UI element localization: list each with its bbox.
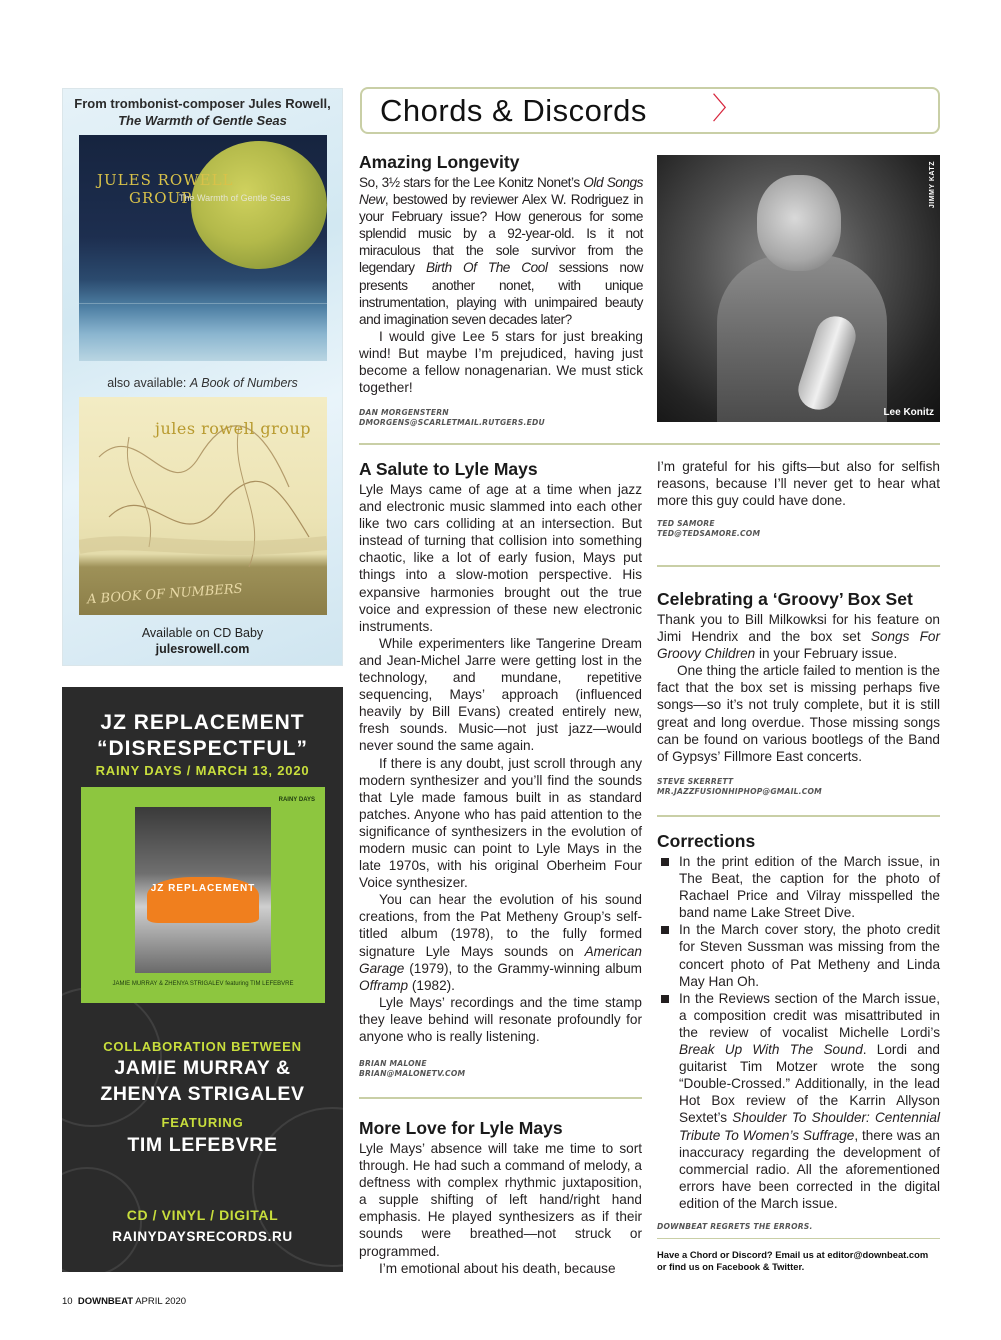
correction-item: In the Reviews section of the March issue, a composition credit was misattributed in the review of vocalist Michelle Lordi’s Break Up With The Sound. Lordi and guitarist Tim Motzer wrote the song “Double-Crossed.” Additionally, in the lead Hot Box review of the Karrin Allyson Sextet’s Shoulder To Shoulder: Centennial Tribute To Women’s Suffrage, there was an inaccuracy regarding the development of commercial radio. All the aforementioned errors have been corrected in the digital edition of the March issue. <box>657 990 940 1212</box>
letter-body: Lyle Mays came of age at a time when jazz and electronic music slammed into each other like two cars colliding at an intersection. But instead of turning that collision into something chaotic, like a lot of early fusion, Mays put things into a slow-motion perspective. His expansive harmonies brought out the true voice and expression of these new electronic instruments. While experimenters like Tangerine Dream and Jean-Michel Jarre were getting lost in the technology, and mundane, repetitive sequencing, Mays’ approach (influenced heavily by Bill Evans) created entirely new, fresh sounds. Music—not just jazz—would never sound the same again. If there is any doubt, just scroll through any modern synthesizer and you’ll find the sounds that Lyle made famous built in as standard patches. Anyone who has paid attention to the significance of synthesizers in the evolution of modern music can point to Lyle Mays in the late 1970s, with his original Oberheim Four Voice synthesizer. You can hear the evolution of his sound creations, from the Pat Metheny Group’s self-titled album (1978), to the fully formed signature Lyle Mays sounds on American Garage (1979), to the Grammy-winning album Offramp (1982). Lyle Mays’ recordings and the time stamp they leave behind will resonate profoundly for anyone who is really listening. <box>359 482 642 1044</box>
letter-amazing-longevity <box>359 152 643 428</box>
issue-date: APRIL 2020 <box>135 1296 187 1307</box>
cover-subtitle: The Warmth of Gentle Seas <box>179 193 291 203</box>
corrections-headline: Corrections <box>657 831 756 851</box>
ad-artist-1: JAMIE MURRAY & <box>114 1057 291 1079</box>
letter-signature <box>657 519 940 539</box>
author-email[interactable]: MR.JAZZFUSIONHIPHOP@GMAIL.COM <box>657 786 822 796</box>
letter-signature <box>657 777 940 797</box>
ad-album-title: The Warmth of Gentle Seas <box>118 113 287 128</box>
bullet-square-icon <box>661 926 669 934</box>
letter-groovy-box-set <box>657 589 940 797</box>
ad-featuring-label: FEATURING <box>161 1115 244 1130</box>
divider <box>657 815 940 817</box>
horizon-line <box>79 303 327 304</box>
bullet-square-icon <box>661 858 669 866</box>
ad-jules-rowell <box>62 88 343 666</box>
author-name: BRIAN MALONE <box>359 1059 427 1069</box>
photo-lee-konitz <box>657 155 940 422</box>
letter-body-continued: I’m grateful for his gifts—but also for selfish reasons, because I’ll never get to hear what more this guy could have done. <box>657 459 940 509</box>
contact-line-1[interactable]: Have a Chord or Discord? Email us at editor@downbeat.com <box>657 1249 929 1260</box>
cover-band-group: GROUP <box>129 189 193 207</box>
letter-body: Lyle Mays’ absence will take me time to sort through. He had such a command of melody, a deftness with complex rhythmic juxtaposition, a supple shifting of left hand/right hand emphasis. He played synthesizers as if their sounds were breathed—not struck or programmed. I’m emotional about his death, because <box>359 1141 642 1276</box>
divider <box>359 443 940 445</box>
corrections-list <box>657 853 940 1212</box>
ad-artist: JZ REPLACEMENT <box>100 711 305 734</box>
ad-featured-artist: TIM LEFEBVRE <box>127 1134 278 1156</box>
ad-release: RAINY DAYS / MARCH 13, 2020 <box>95 763 310 778</box>
page-folio <box>62 1296 186 1307</box>
contact-line-2: or find us on Facebook & Twitter. <box>657 1261 805 1272</box>
letter-salute-lyle-mays <box>359 459 642 1079</box>
album-cover-disrespectful <box>81 787 325 1003</box>
bullet-square-icon <box>661 995 669 1003</box>
cover2-band-name: jules rowell group <box>155 419 311 438</box>
letter-signature <box>359 1059 642 1079</box>
page-number: 10 <box>62 1296 73 1307</box>
author-email[interactable]: DMORGENS@SCARLETMAIL.RUTGERS.EDU <box>359 418 545 428</box>
department-header <box>360 87 940 134</box>
cover-title: JZ REPLACEMENT <box>150 883 256 894</box>
website-link[interactable]: julesrowell.com <box>155 642 250 656</box>
letter-headline: More Love for Lyle Mays <box>359 1118 563 1138</box>
ad-website-link[interactable]: RAINYDAYSRECORDS.RU <box>112 1229 293 1244</box>
face-shape <box>757 175 841 271</box>
album-cover-book-of-numbers <box>79 397 327 615</box>
cover-credit: JAMIE MURRAY & ZHENYA STRIGALEV featuring TIM LEFEBVRE <box>112 981 294 987</box>
ad-album: “DISRESPECTFUL” <box>96 737 308 760</box>
letter-body: Thank you to Bill Milkowksi for his feature on Jimi Hendrix and the box set Songs For Groovy Children in your February issue. One thing the article failed to mention is the fact that the box set is missing perhaps five songs—so it’s not truly complete, but it is still great and long overdue. Those missing songs can be found on various bootlegs of the Band of Gypsys’ Fillmore East concerts. <box>657 612 940 764</box>
letter-more-love <box>359 1118 642 1277</box>
contact-note <box>657 1249 928 1273</box>
ad-artist-2: ZHENYA STRIGALEV <box>100 1083 305 1105</box>
correction-item: In the March cover story, the photo credit for Steven Sussman was missing from the concert photo of Pat Metheny and Linda May Han Oh. <box>657 921 940 989</box>
chevron-right-icon: 〉 <box>712 93 742 126</box>
corrections-section <box>657 831 940 1232</box>
moon-graphic <box>191 141 327 269</box>
ad-collab-label: COLLABORATION BETWEEN <box>103 1039 302 1054</box>
magazine-name: DOWNBEAT <box>77 1296 134 1307</box>
author-name: TED SAMORE <box>657 519 715 529</box>
photo-credit: JIMMY KATZ <box>929 161 936 209</box>
letter-headline: A Salute to Lyle Mays <box>359 459 538 479</box>
ad-jz-replacement <box>62 687 343 1272</box>
corrections-signoff: DOWNBEAT REGRETS THE ERRORS. <box>657 1221 813 1231</box>
letter-signature <box>359 408 643 428</box>
divider <box>359 1097 642 1099</box>
author-email[interactable]: TED@TEDSAMORE.COM <box>657 529 761 539</box>
divider <box>657 1238 940 1239</box>
cover-label: RAINY DAYS <box>278 797 315 803</box>
album-cover-warmth <box>79 135 327 361</box>
also-available: also available: A Book of Numbers <box>107 376 298 390</box>
correction-item: In the print edition of the March issue, in The Beat, the caption for the photo of Rachael Price and Vilray misspelled the band name Lake Street Dive. <box>657 853 940 921</box>
author-name: STEVE SKERRETT <box>657 776 734 786</box>
photo-caption: Lee Konitz <box>883 407 934 418</box>
author-email[interactable]: BRIAN@MALONETV.COM <box>359 1069 466 1079</box>
author-name: DAN MORGENSTERN <box>359 408 449 418</box>
letter-headline: Celebrating a ‘Groovy’ Box Set <box>657 589 913 609</box>
cover2-title: A BOOK OF NUMBERS <box>86 581 244 608</box>
letter-more-love-continued <box>657 458 940 539</box>
divider <box>657 565 940 567</box>
ad-intro: From trombonist-composer Jules Rowell, <box>74 96 331 111</box>
cover-band-name: JULES ROWELL <box>97 171 234 189</box>
cover-portrait <box>135 807 271 973</box>
ad-formats: CD / VINYL / DIGITAL <box>126 1207 279 1223</box>
letter-headline: Amazing Longevity <box>359 152 520 172</box>
availability: Available on CD Baby <box>141 626 264 640</box>
department-title: Chords & Discords <box>380 93 647 128</box>
letter-body: So, 3½ stars for the Lee Konitz Nonet’s Old Songs New, bestowed by reviewer Alex W. Rodriguez in your February issue? How generous for some splendid music by a 92-year-old. Is it not miraculous that the sole survivor from the legendary Birth Of The Cool sessions now presents another nonet, with unique instrumentation, playing with unimpaired beauty and imagination seven decades later? I would give Lee 5 stars for just breaking wind! But maybe I’m prejudiced, having just become a fellow nonagenarian. We must stick together! <box>359 175 643 396</box>
